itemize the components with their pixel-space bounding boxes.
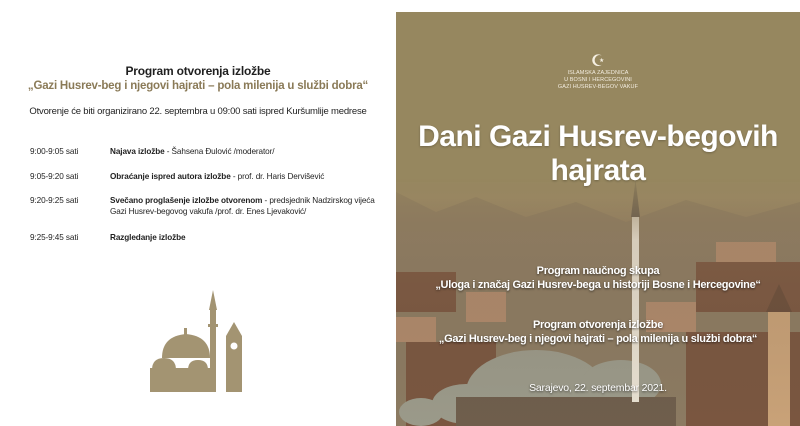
program-title: Program otvorenja izložbe: [125, 64, 271, 78]
agenda-item: [30, 146, 380, 157]
exhibition-program-heading: Program otvorenja izložbe „Gazi Husrev-beg i njegovi hajrati – pola milenija u službi dobra“: [438, 319, 758, 345]
program-page-left: [0, 0, 396, 426]
mosque-silhouette-icon: [148, 288, 248, 392]
agenda-item: [30, 171, 380, 182]
agenda-detail: - predsjednik Nadzirskog vijeća Gazi Husrev-begovog vakufa /prof. dr. Enes Ljevaković/: [110, 196, 375, 216]
crescent-star-icon: ☪: [590, 53, 606, 70]
scientific-program-heading: Program naučnog skupa „Uloga i značaj Gazi Husrev-bega u historiji Bosne i Hercegovine“: [435, 265, 761, 291]
opening-intro: Otvorenje će biti organizirano 22. septembra u 09:00 sati ispred Kuršumlije medrese: [29, 106, 367, 117]
exhibition-program-header: [0, 64, 396, 92]
agenda-item: [30, 195, 380, 217]
agenda-title: Razgledanje izložbe: [110, 233, 186, 242]
logo-line: U BOSNI I HERCEGOVINI: [564, 77, 632, 83]
event-date: Sarajevo, 22. septembar 2021.: [529, 382, 667, 394]
agenda-time: 9:05-9:20 sati: [30, 172, 79, 181]
agenda-list: [30, 146, 380, 243]
agenda-detail: - Šahsena Đulović /moderator/: [164, 147, 275, 156]
agenda-time: 9:25-9:45 sati: [30, 233, 79, 242]
cover-title: Dani Gazi Husrev-begovih hajrata: [418, 120, 778, 187]
organization-logo: [396, 54, 800, 91]
agenda-title: Najava izložbe: [110, 147, 165, 156]
logo-line: ISLAMSKA ZAJEDNICA: [567, 70, 629, 76]
agenda-time: 9:00-9:05 sati: [30, 147, 79, 156]
agenda-title: Svečano proglašenje izložbe otvorenom: [110, 196, 263, 205]
agenda-title: Obraćanje ispred autora izložbe: [110, 172, 231, 181]
logo-line: GAZI HUSREV-BEGOV VAKUF: [557, 84, 639, 90]
agenda-item: [30, 232, 380, 243]
program-subtitle: „Gazi Husrev-beg i njegovi hajrati – pola milenija u službi dobra“: [27, 80, 369, 92]
agenda-detail: - prof. dr. Haris Dervišević: [230, 172, 325, 181]
cover-page-right: [396, 12, 800, 426]
agenda-time: 9:20-9:25 sati: [30, 196, 79, 205]
